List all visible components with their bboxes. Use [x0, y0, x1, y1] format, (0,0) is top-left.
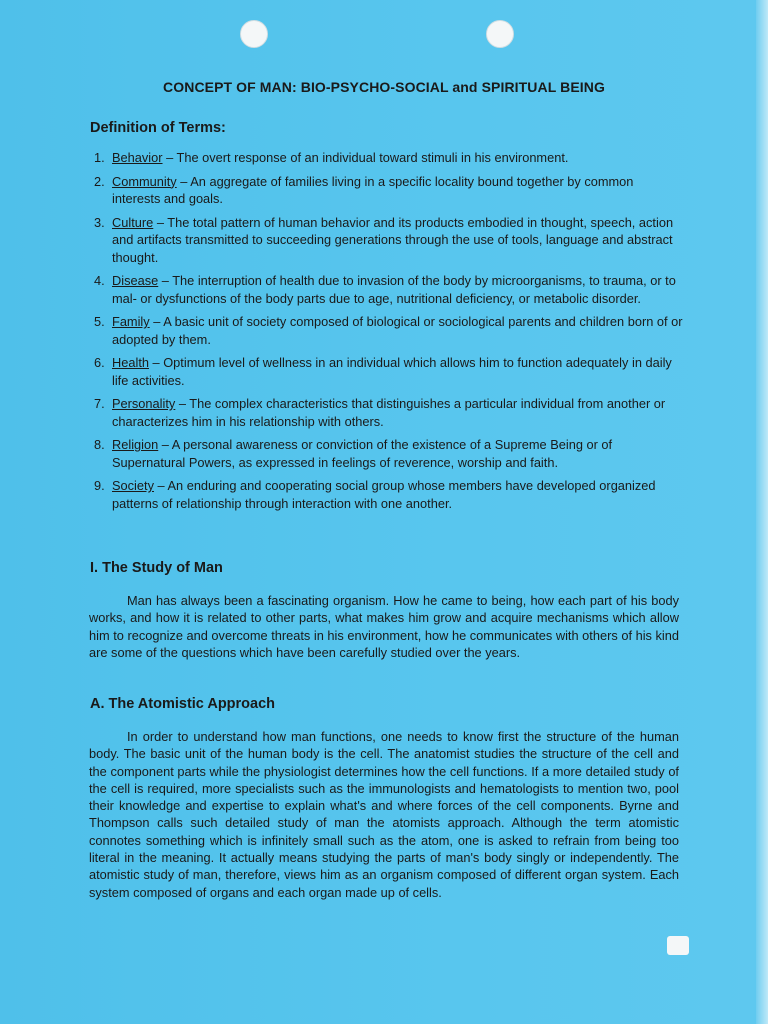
definition-number: 5. [94, 314, 105, 329]
section-study-of-man-text: Man has always been a fascinating organism. How he came to being, how each part of his body works, and how it is related to other parts, what makes him grow and acquire mechanisms which allow him to recognize and overcome threats in his environment, how he communicates with others of his kind are some of the questions which have been carefully studied over the years. [89, 593, 679, 660]
section-atomistic-heading: A. The Atomistic Approach [90, 696, 276, 712]
definition-term: Society [112, 478, 154, 493]
definition-text: – An aggregate of families living in a specific locality bound together by common interests and goals. [112, 173, 634, 206]
definition-item [94, 149, 684, 167]
page-tab-mark [667, 936, 689, 955]
definition-number: 8. [94, 437, 105, 452]
definition-term: Culture [112, 214, 154, 230]
punch-hole-left [240, 20, 268, 48]
punch-hole-right [486, 20, 514, 48]
definition-text: – A personal awareness or conviction of the existence of a Supreme Being or of Supernatural Powers, as expressed in feelings of reverence, worship and faith. [112, 437, 613, 470]
definition-number: 1. [94, 150, 105, 165]
section-atomistic-text: In order to understand how man functions, one needs to know first the structure of the human body. The basic unit of the human body is the cell. The anatomist studies the structure of the cell and the component parts while the physiologist determines how the cell functions. If a more detailed study of the cell is required, more specialists such as the immunologists and hematologists to mention two, pool their knowledge and expertise to explain what's and where forces of the cell components. Byrne and Thompson calls such detailed study of man the atomists approach. Although the term atomistic connotes something which is infinitely small such as the atom, one is asked to refrain from being too literal in the meaning. It actually means studying the parts of man's body singly or independently. The atomistic study of man, therefore, views him as an organism composed of different organ system. Each system composed of organs and each organ made up of cells. [89, 729, 679, 900]
definition-item [94, 395, 684, 430]
definition-term: Disease [112, 273, 159, 288]
definition-item [94, 272, 684, 307]
definitions-heading: Definition of Terms: [90, 120, 226, 136]
definition-item [94, 173, 684, 208]
document-title: CONCEPT OF MAN: BIO-PSYCHO-SOCIAL and SPIRITUAL BEING [163, 79, 605, 95]
definition-text: – The interruption of health due to invasion of the body by microorganisms, to trauma, or to mal- or dysfunctions of the body parts due to age, nutritional deficiency, or metabolic disorder. [112, 273, 676, 306]
definition-term: Religion [112, 437, 159, 452]
definition-term: Family [112, 314, 150, 329]
definition-number: 7. [94, 396, 105, 411]
page-edge [756, 0, 768, 1024]
section-study-of-man-heading: I. The Study of Man [90, 560, 223, 576]
definition-item [94, 313, 684, 348]
definition-text: – The total pattern of human behavior and its products embodied in thought, speech, action and artifacts transmitted to succeeding generations through the use of tools, language and abstract thought. [112, 214, 674, 265]
definition-text: – The complex characteristics that distinguishes a particular individual from another or characterizes him in his relationship with others. [112, 396, 666, 429]
definition-number: 6. [94, 355, 105, 370]
definition-item [94, 436, 684, 471]
definition-term: Behavior [112, 150, 163, 165]
definition-number: 9. [94, 478, 105, 493]
definition-item [94, 354, 684, 389]
definitions-list [94, 149, 684, 518]
definition-text: – The overt response of an individual toward stimuli in his environment. [162, 150, 569, 165]
definition-text: – A basic unit of society composed of biological or sociological parents and children born of or adopted by them. [112, 314, 683, 347]
definition-item [94, 214, 684, 267]
definition-number: 2. [94, 173, 105, 189]
definition-term: Personality [112, 396, 176, 411]
definition-term: Community [112, 173, 177, 189]
definition-text: – Optimum level of wellness in an individual which allows him to function adequately in daily life activities. [112, 355, 672, 388]
definition-term: Health [112, 355, 149, 370]
definition-text: – An enduring and cooperating social group whose members have developed organized patterns of relationship through interaction with one another. [112, 478, 656, 511]
definition-item [94, 477, 684, 512]
definition-number: 3. [94, 214, 105, 230]
definition-number: 4. [94, 273, 105, 288]
